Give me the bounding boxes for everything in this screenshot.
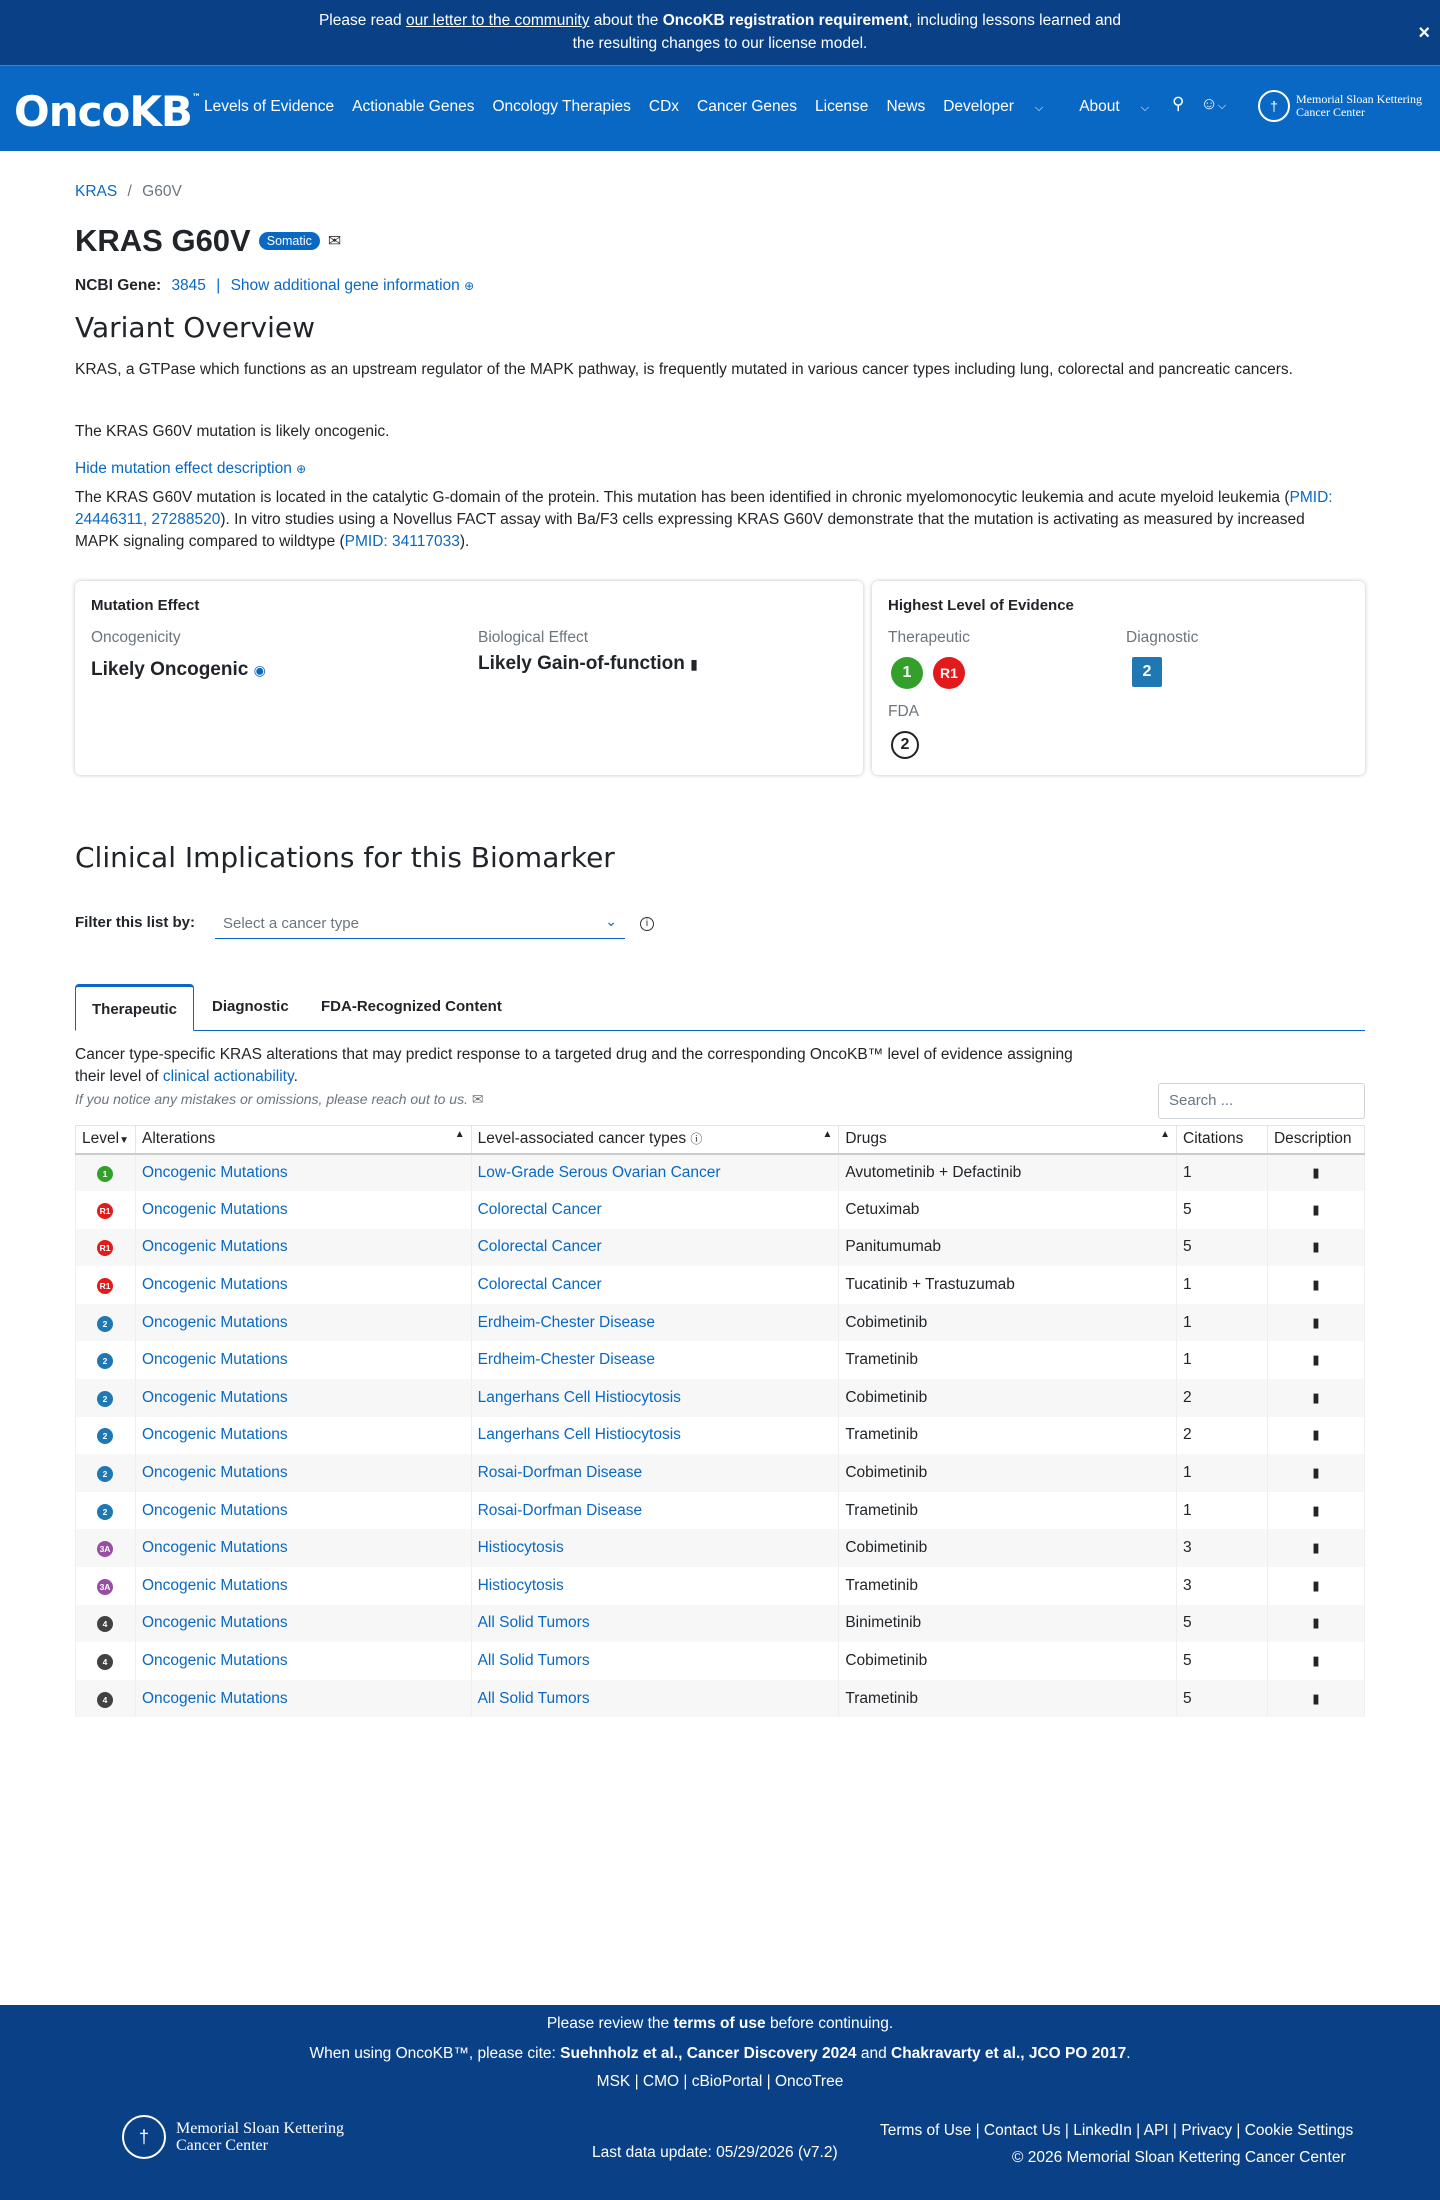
book-icon[interactable]: ▮ [1312,1502,1320,1518]
alteration-link[interactable]: Oncogenic Mutations [141,1163,288,1181]
drug-cell: Tucatinib + Trastuzumab [839,1266,1177,1304]
tab-diagnostic[interactable]: Diagnostic [212,998,289,1015]
col-level[interactable]: Level▼ [76,1126,136,1154]
sort-icon: ▲ [822,1129,833,1140]
drug-cell: Cobimetinib [839,1379,1177,1417]
drug-cell: Trametinib [839,1341,1177,1379]
therapeutic-level-label: Therapeutic [888,629,970,646]
biological-effect-value: Likely Gain-of-function ▮ [478,653,698,674]
clinical-implications-title: Clinical Implications for this Biomarker [75,841,615,874]
announcement-bar [0,0,1440,65]
oncogenicity-value: Likely Oncogenic ◉ [91,659,266,680]
navbar [0,65,1440,151]
search-icon[interactable]: ⚲ [1172,94,1185,113]
citation-link-1[interactable]: Suehnholz et al., Cancer Discovery 2024 [560,2045,857,2062]
footer-msk-logo[interactable]: † Memorial Sloan Kettering Cancer Center [122,2115,344,2159]
mutation-effect-description: The KRAS G60V mutation is located in the catalytic G-domain of the protein. This mutation has been identified in chronic myelomonocytic leukemia and acute myeloid leukemia (PMID: 24446311, 27288520). In vitro studies using a Novellus FACT assay with Ba/F3 cells expressing KRAS G60V demonstrate that the mutation is activating as measured by increased MAPK signaling compared to wildtype (PMID: 34117033). [75,489,1333,550]
partner-links[interactable]: MSK | CMO | cBioPortal | OncoTree [596,2073,844,2090]
fda-level-label: FDA [888,703,919,720]
table-row [76,1154,1365,1192]
nav-cdx[interactable]: CDx [648,98,680,115]
therapeutic-description: Cancer type-specific KRAS alterations that may predict response to a targeted drug and the corresponding OncoKB™ level of evidence assigning their level of clinical actionability. [75,1046,1073,1085]
alteration-link[interactable]: Oncogenic Mutations [141,1689,288,1707]
citations-cell: 5 [1177,1642,1268,1680]
citations-cell: 2 [1177,1417,1268,1455]
table-row [76,1229,1365,1267]
level-icon[interactable]: 4 [97,1692,113,1708]
info-icon: ⓘ [690,1132,703,1147]
citations-cell: 1 [1177,1266,1268,1304]
book-icon[interactable]: ▮ [1312,1577,1320,1593]
oncogenicity-label: Oncogenicity [91,629,181,646]
book-icon[interactable]: ▮ [1312,1653,1320,1669]
cancer-type-link[interactable]: Rosai-Dorfman Disease [477,1464,643,1482]
cancer-type-link[interactable]: Erdheim-Chester Disease [477,1351,656,1369]
alteration-link[interactable]: Oncogenic Mutations [141,1388,288,1406]
breadcrumb-variant: G60V [142,183,182,200]
drug-cell: Panitumumab [839,1229,1177,1267]
cancer-type-link[interactable]: Colorectal Cancer [477,1276,602,1294]
highest-level-title: Highest Level of Evidence [888,597,1074,614]
citations-cell: 5 [1177,1191,1268,1229]
mutation-effect-title: Mutation Effect [91,597,200,614]
level-icon[interactable]: 2 [97,1466,113,1482]
user-icon[interactable]: ☺⌵ [1200,94,1227,113]
book-icon[interactable]: ▮ [1312,1352,1320,1368]
pmid-link-1[interactable]: PMID: 24446311, 27288520 [75,489,1333,528]
level-r1-icon[interactable]: R1 [933,657,965,689]
level-1-icon[interactable]: 1 [891,657,923,689]
ncbi-gene-link[interactable]: 3845 [171,277,206,294]
chevron-down-icon: ⌄ [605,913,617,929]
table-row [76,1567,1365,1605]
citations-cell: 2 [1177,1379,1268,1417]
cancer-type-link[interactable]: Rosai-Dorfman Disease [477,1501,643,1519]
drug-cell: Cetuximab [839,1191,1177,1229]
envelope-icon[interactable]: ✉ [327,233,342,250]
table-row [76,1191,1365,1229]
chevron-down-icon: ⌵ [1140,102,1150,114]
citations-cell: 3 [1177,1567,1268,1605]
alteration-link[interactable]: Oncogenic Mutations [141,1464,288,1482]
terms-of-use-link[interactable]: terms of use [673,2015,766,2032]
sort-desc-icon: ▼ [119,1135,129,1147]
level-icon[interactable]: 3A [97,1541,113,1557]
close-announcement-button[interactable]: × [1418,22,1430,44]
book-icon[interactable]: ▮ [1312,1239,1320,1255]
chevron-down-icon: ⌵ [1034,102,1044,114]
book-icon[interactable]: ▮ [1312,1690,1320,1706]
citations-cell: 5 [1177,1680,1268,1718]
book-icon[interactable]: ▮ [1312,1540,1320,1556]
level-icon[interactable]: 1 [97,1166,113,1182]
nav-news[interactable]: News [886,98,926,115]
level-icon[interactable]: 4 [97,1654,113,1670]
cancer-type-link[interactable]: Colorectal Cancer [477,1200,602,1218]
table-row [76,1492,1365,1530]
tab-therapeutic[interactable]: Therapeutic [75,984,194,1031]
table-row [76,1454,1365,1492]
filter-label: Filter this list by: [75,914,196,931]
citation-link-2[interactable]: Chakravarty et al., JCO PO 2017 [891,2045,1127,2062]
nav-oncology-therapies[interactable]: Oncology Therapies [492,98,631,115]
copyright: © 2026 Memorial Sloan Kettering Cancer Center [1012,2149,1346,2166]
info-icon[interactable]: i [640,917,654,931]
drug-cell: Trametinib [839,1680,1177,1718]
cancer-type-link[interactable]: Low-Grade Serous Ovarian Cancer [477,1163,721,1181]
alteration-link[interactable]: Oncogenic Mutations [141,1426,288,1444]
last-data-update: Last data update: 05/29/2026 (v7.2) [592,2144,838,2161]
nav-icons [1172,94,1226,114]
table-row [76,1529,1365,1567]
citation-notice: When using OncoKB™, please cite: Suehnholz et al., Cancer Discovery 2024 and Chakravarty et al., JCO PO 2017. [309,2045,1131,2062]
book-icon[interactable]: ▮ [1312,1164,1320,1180]
chevron-circle-down-icon: ⊕ [464,279,475,293]
community-letter-link[interactable]: our letter to the community [405,12,590,29]
breadcrumb-gene-link[interactable]: KRAS [75,183,118,200]
col-drugs[interactable]: Drugs ▲ [839,1126,1177,1154]
table-row [76,1304,1365,1342]
nav-levels-of-evidence[interactable]: Levels of Evidence [204,98,335,115]
alteration-link[interactable]: Oncogenic Mutations [141,1614,288,1632]
level-icon[interactable]: 2 [97,1353,113,1369]
envelope-icon[interactable]: ✉ [471,1091,484,1107]
somatic-badge: Somatic [259,232,320,250]
level-icon[interactable]: R1 [97,1278,113,1294]
cancer-type-link[interactable]: Langerhans Cell Histiocytosis [477,1388,681,1406]
variant-summary: The KRAS G60V mutation is likely oncogenic. [75,423,390,440]
drug-cell: Avutometinib + Defactinib [839,1154,1177,1192]
sort-icon: ▲ [454,1129,465,1140]
cancer-type-select[interactable]: Select a cancer type ⌄ [215,907,625,939]
book-icon[interactable]: ▮ [1312,1427,1320,1443]
alteration-link[interactable]: Oncogenic Mutations [141,1576,288,1594]
book-icon[interactable]: ▮ [1312,1389,1320,1405]
level-icon[interactable]: 3A [97,1579,113,1595]
msk-logo[interactable]: † Memorial Sloan Kettering Cancer Center [1258,90,1422,122]
level-icon[interactable]: R1 [97,1240,113,1256]
msk-seal-icon: † [1258,90,1290,122]
cancer-type-link[interactable]: Colorectal Cancer [477,1238,602,1256]
drug-cell: Trametinib [839,1492,1177,1530]
msk-seal-icon: † [122,2115,166,2159]
footer [0,2005,1440,2200]
highest-level-card [872,581,1365,775]
citations-cell: 3 [1177,1529,1268,1567]
pmid-link-2[interactable]: PMID: 34117033 [344,533,460,550]
cancer-type-link[interactable]: All Solid Tumors [477,1689,590,1707]
alteration-link[interactable]: Oncogenic Mutations [141,1652,288,1670]
table-row [76,1341,1365,1379]
drug-cell: Trametinib [839,1567,1177,1605]
tab-fda-recognized[interactable]: FDA-Recognized Content [321,998,502,1015]
drug-cell: Cobimetinib [839,1529,1177,1567]
drug-cell: Binimetinib [839,1605,1177,1643]
drug-cell: Trametinib [839,1417,1177,1455]
drug-cell: Cobimetinib [839,1304,1177,1342]
alteration-link[interactable]: Oncogenic Mutations [141,1501,288,1519]
level-icon[interactable]: 2 [97,1428,113,1444]
sort-icon: ▲ [1160,1129,1171,1140]
variant-overview-title: Variant Overview [75,311,316,344]
table-header-row [76,1126,1365,1154]
feedback-note: If you notice any mistakes or omissions, please reach out to us. ✉ [75,1091,484,1107]
citations-cell: 1 [1177,1492,1268,1530]
level-icon[interactable]: 2 [97,1316,113,1332]
ncbi-gene-row: NCBI Gene: 3845 | Show additional gene information ⊕ [75,277,475,294]
alteration-link[interactable]: Oncogenic Mutations [141,1200,288,1218]
table-row [76,1680,1365,1718]
diagnostic-level-label: Diagnostic [1126,629,1199,646]
nav-about-dropdown[interactable]: About ⌵ [1079,98,1150,115]
table-search-input[interactable]: Search ... [1158,1083,1365,1119]
chevron-circle-up-icon: ⊕ [296,462,307,476]
nav-actionable-genes[interactable]: Actionable Genes [352,98,475,115]
cancer-type-link[interactable]: Langerhans Cell Histiocytosis [477,1426,681,1444]
therapeutic-table [75,1125,1365,1717]
drug-cell: Cobimetinib [839,1454,1177,1492]
book-icon[interactable]: ▮ [1312,1615,1320,1631]
book-icon[interactable]: ▮ [1312,1277,1320,1293]
book-icon[interactable]: ▮ [1312,1465,1320,1481]
citations-cell: 1 [1177,1341,1268,1379]
citations-cell: 1 [1177,1454,1268,1492]
clinical-tabs [75,984,1365,1031]
hide-mutation-effect-link[interactable]: Hide mutation effect description ⊕ [75,460,307,477]
announcement-line-2: the resulting changes to our license model. [572,35,868,52]
citations-cell: 1 [1177,1154,1268,1192]
cancer-type-link[interactable]: All Solid Tumors [477,1614,590,1632]
biological-effect-label: Biological Effect [478,629,588,646]
table-row [76,1266,1365,1304]
level-fda2-icon[interactable]: 2 [891,731,919,759]
cancer-type-link[interactable]: Histiocytosis [477,1539,564,1557]
citations-cell: 5 [1177,1605,1268,1643]
level-icon[interactable]: 2 [97,1504,113,1520]
terms-notice: Please review the terms of use before continuing. [546,2015,894,2032]
alteration-link[interactable]: Oncogenic Mutations [141,1238,288,1256]
book-icon[interactable]: ▮ [1312,1314,1320,1330]
drug-cell: Cobimetinib [839,1642,1177,1680]
oncokb-logo[interactable]: OncoKB™ [14,87,200,136]
cancer-type-link[interactable]: Histiocytosis [477,1576,564,1594]
alteration-link[interactable]: Oncogenic Mutations [141,1351,288,1369]
book-icon[interactable]: ▮ [1312,1201,1320,1217]
level-icon[interactable]: 2 [97,1391,113,1407]
col-cancer-types[interactable]: Level-associated cancer types ⓘ ▲ [471,1126,839,1154]
citations-cell: 5 [1177,1229,1268,1267]
table-row [76,1379,1365,1417]
nav-developer-dropdown[interactable]: Developer ⌵ [943,98,1044,115]
level-dx2-icon[interactable]: 2 [1132,657,1162,687]
nav-menu [204,98,1185,116]
show-gene-info-link[interactable]: Show additional gene information ⊕ [230,277,475,294]
breadcrumb: KRAS / G60V [75,183,182,200]
col-citations[interactable]: Citations [1177,1126,1268,1154]
clinical-actionability-link[interactable]: clinical actionability [162,1068,294,1085]
level-icon[interactable]: R1 [97,1203,113,1219]
table-row [76,1417,1365,1455]
table-row [76,1642,1365,1680]
alteration-link[interactable]: Oncogenic Mutations [141,1276,288,1294]
col-alterations[interactable]: Alterations ▲ [135,1126,471,1154]
mutation-effect-card [75,581,863,775]
oncogenic-icon: ◉ [253,662,266,678]
table-body [76,1154,1365,1718]
level-icon[interactable]: 4 [97,1616,113,1632]
table-row [76,1605,1365,1643]
cancer-type-link[interactable]: All Solid Tumors [477,1652,590,1670]
alteration-link[interactable]: Oncogenic Mutations [141,1539,288,1557]
citations-cell: 1 [1177,1304,1268,1342]
cancer-type-link[interactable]: Erdheim-Chester Disease [477,1313,656,1331]
alteration-link[interactable]: Oncogenic Mutations [141,1313,288,1331]
page-title: KRAS G60V Somatic ✉ [75,223,342,258]
book-icon[interactable]: ▮ [690,656,698,672]
footer-links[interactable]: Terms of Use | Contact Us | LinkedIn | API | Privacy | Cookie Settings [880,2122,1354,2139]
announcement-line-1: Please read our letter to the community about the OncoKB registration requirement, including lessons learned and [318,12,1122,29]
nav-license[interactable]: License [815,98,869,115]
nav-cancer-genes[interactable]: Cancer Genes [697,98,797,115]
gene-summary: KRAS, a GTPase which functions as an upstream regulator of the MAPK pathway, is frequently mutated in various cancer types including lung, colorectal and pancreatic cancers. [75,361,1293,378]
col-description: Description [1267,1126,1364,1154]
